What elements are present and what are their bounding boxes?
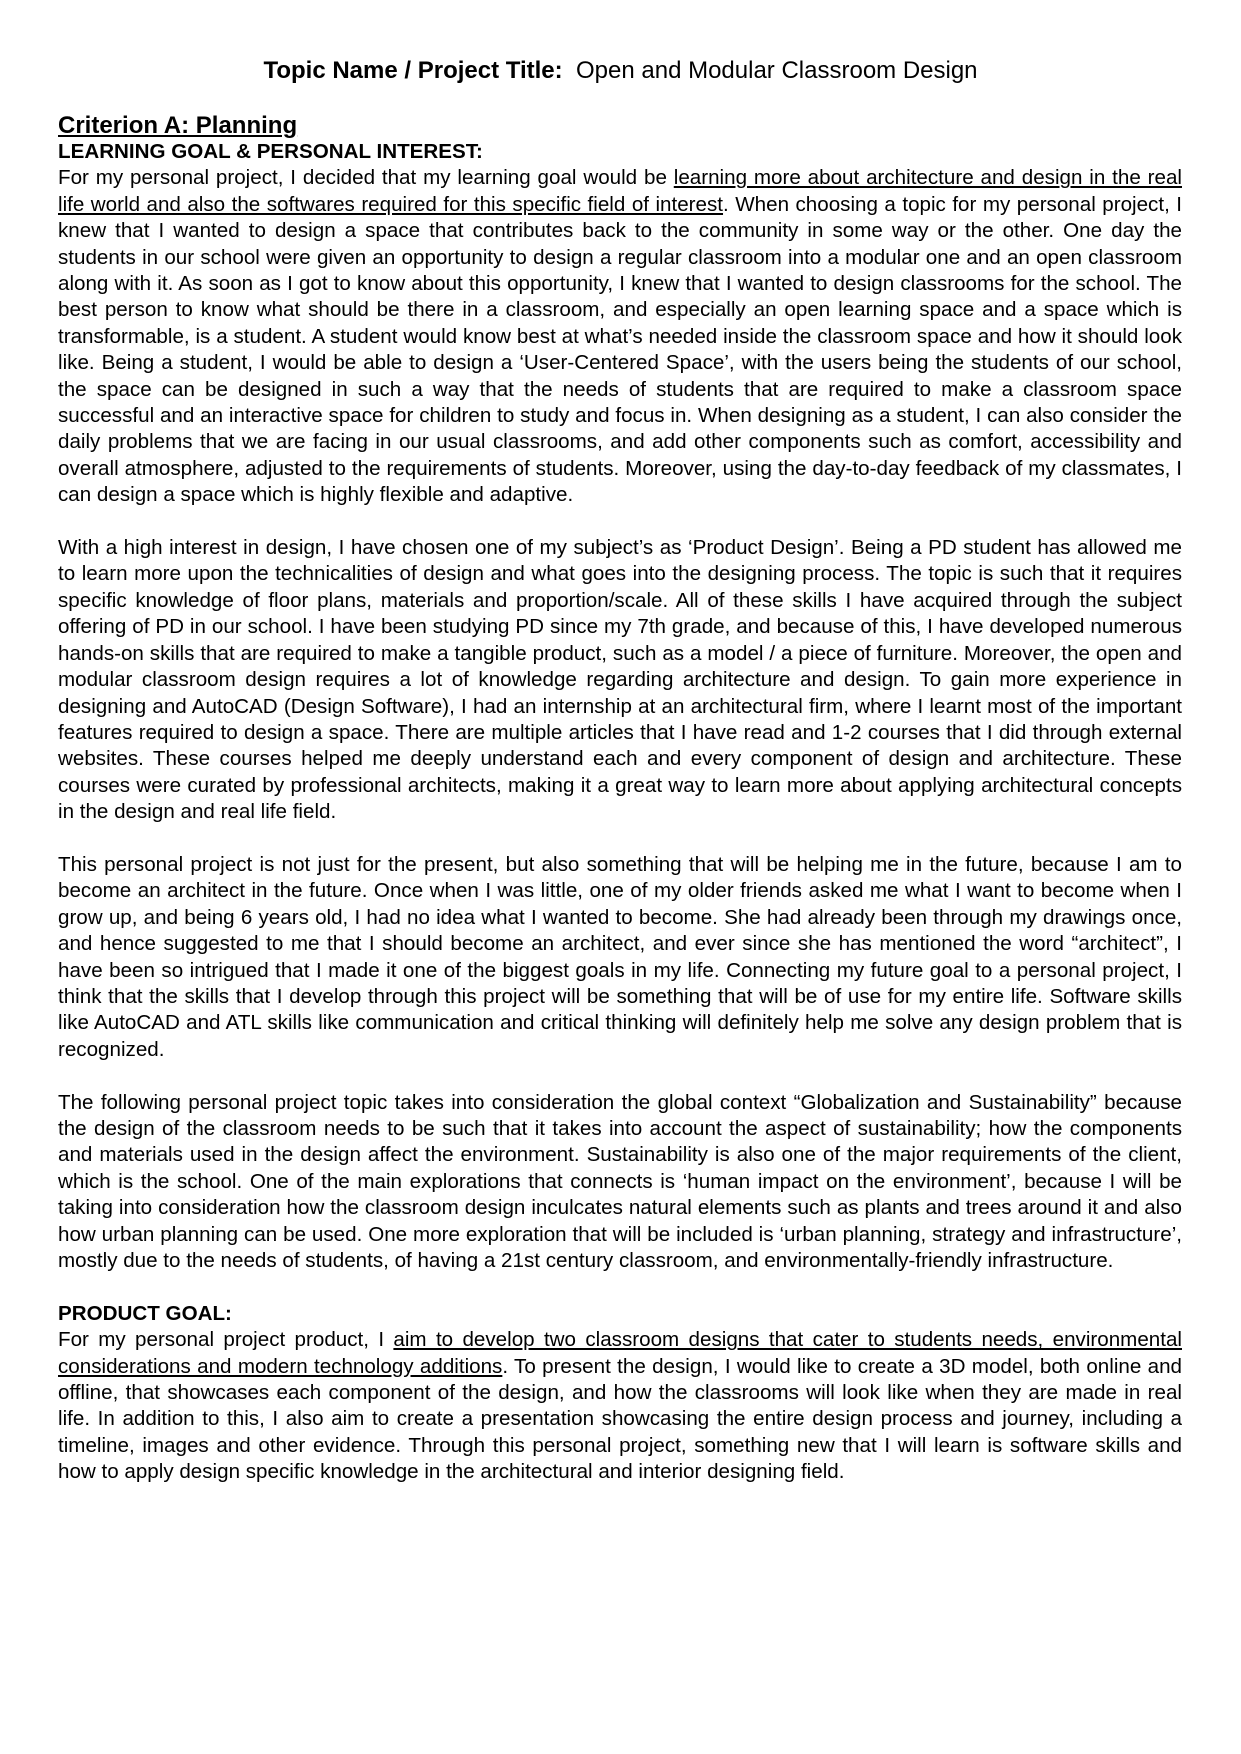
p1-underlined-text: learning more about architecture and design in the real life world and also the softwares required for this specific field of interest <box>58 166 1182 216</box>
product-goal-heading: PRODUCT GOAL: <box>58 1301 232 1325</box>
paragraph-future-goal: This personal project is not just for the present, but also something that will be helping me in the future, because I am to become an architect in the future. Once when I was little, one of my older friends asked me what I want to become when I grow up, and being 6 years old, I had no idea what I wanted to become. She had already been through my drawings once, and hence suggested to me that I should become an architect, and ever since she has mentioned the word “architect”, I have been so intrigued that I made it one of the biggest goals in my life. Connecting my future goal to a personal project, I think that the skills that I develop through this project will be something that will be of use for my entire life. Software skills like AutoCAD and ATL skills like communication and critical thinking will definitely help me solve any design problem that is recognized. <box>58 852 1182 1061</box>
p1-text-start: For my personal project, I decided that my learning goal would be <box>58 166 674 190</box>
p5-text-start: For my personal project product, I <box>58 1328 394 1352</box>
criterion-heading: Criterion A: Planning <box>58 112 298 139</box>
page-title <box>0 56 1241 86</box>
paragraph-global-context: The following personal project topic takes into consideration the global context “Globalization and Sustainability” because the design of the classroom needs to be such that it takes into account the aspect of sustainability; how the components and materials used in the design affect the environment. Sustainability is also one of the major requirements of the client, which is the school. One of the main explorations that connects is ‘human impact on the environment’, because I will be taking into consideration how the classroom design inculcates natural elements such as plants and trees around it and also how urban planning can be used. One more exploration that will be included is ‘urban planning, strategy and infrastructure’, mostly due to the needs of students, of having a 21st century classroom, and environmentally-friendly infrastructure. <box>58 1090 1182 1273</box>
paragraph-product-goal <box>58 1327 1182 1485</box>
p5-underlined-text: aim to develop two classroom designs that cater to students needs, environmental considerations and modern technology additions <box>58 1328 1182 1378</box>
document-body <box>58 113 1182 1512</box>
title-value: Open and Modular Classroom Design <box>576 57 978 84</box>
paragraph-product-design: With a high interest in design, I have chosen one of my subject’s as ‘Product Design’. Being a PD student has allowed me to learn more upon the technicalities of design and what goes into the designing process. The topic is such that it requires specific knowledge of floor plans, materials and proportion/scale. All of these skills I have acquired through the subject offering of PD in our school. I have been studying PD since my 7th grade, and because of this, I have developed numerous hands-on skills that are required to make a tangible product, such as a model / a piece of furniture. Moreover, the open and modular classroom design requires a lot of knowledge regarding architecture and design. To gain more experience in designing and AutoCAD (Design Software), I had an internship at an architectural firm, where I learnt most of the important features required to design a space. There are multiple articles that I have read and 1-2 courses that I did through external websites. These courses helped me deeply understand each and every component of design and architecture. These courses were curated by professional architects, making it a great way to learn more about applying architectural concepts in the design and real life field. <box>58 536 1182 824</box>
p1-text-end: . When choosing a topic for my personal project, I knew that I wanted to design a space that contributes back to the community in some way or the other. One day the students in our school were given an opportunity to design a regular classroom into a modular one and an open classroom along with it. As soon as I got to know about this opportunity, I knew that I wanted to design classrooms for the school. The best person to know what should be there in a classroom, and especially an open learning space and a space which is transformable, is a student. A student would know best at what’s needed inside the classroom space and how it should look like. Being a student, I would be able to design a ‘User-Centered Space’, with the users being the students of our school, the space can be designed in such a way that the needs of students that are required to make a classroom space successful and an interactive space for children to study and focus in. When designing as a student, I can also consider the daily problems that we are facing in our usual classrooms, and add other components such as comfort, accessibility and overall atmosphere, adjusted to the requirements of students. Moreover, using the day-to-day feedback of my classmates, I can design a space which is highly flexible and adaptive. <box>58 192 1182 507</box>
paragraph-learning-goal <box>58 165 1182 508</box>
p5-text-end: . To present the design, I would like to create a 3D model, both online and offline, that showcases each component of the design, and how the classrooms will look like when they are made in real life. In addition to this, I also aim to create a presentation showcasing the entire design process and journey, including a timeline, images and other evidence. Through this personal project, something new that I will learn is software skills and how to apply design specific knowledge in the architectural and interior designing field. <box>58 1354 1182 1484</box>
learning-goal-heading: LEARNING GOAL & PERSONAL INTEREST: <box>58 140 483 163</box>
title-label: Topic Name / Project Title: <box>263 57 563 84</box>
